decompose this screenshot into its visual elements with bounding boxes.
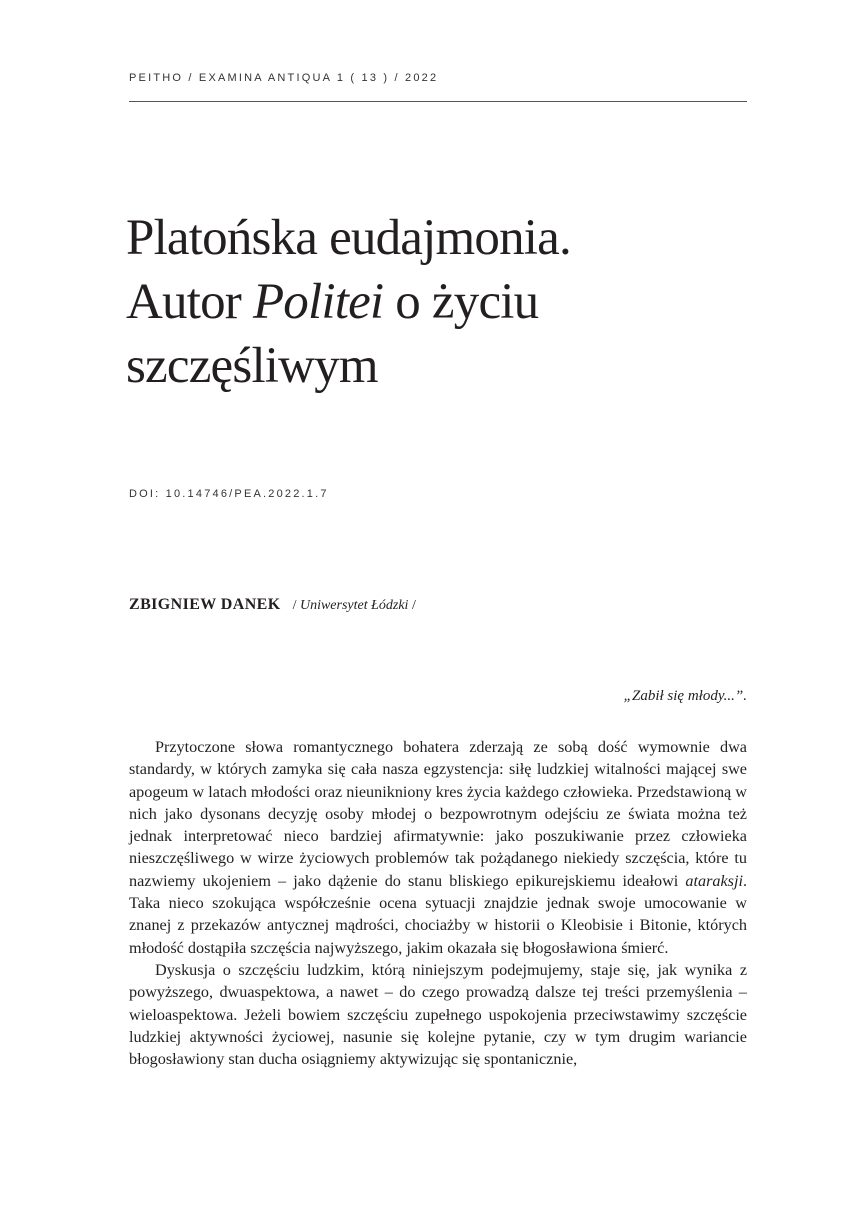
affiliation-name: Uniwersytet Łódzki (299, 598, 409, 613)
paragraph-1-italic: ataraksji (685, 871, 743, 890)
title-line-2-pre: Autor (126, 274, 253, 330)
title-line-2-italic: Politei (252, 274, 384, 330)
header-rule (129, 101, 747, 102)
running-head: PEITHO / EXAMINA ANTIQUA 1 ( 13 ) / 2022 (129, 72, 439, 84)
affiliation-open: / (292, 598, 300, 613)
article-title (126, 206, 766, 398)
title-line-3: szczęśliwym (126, 338, 378, 394)
author-affiliation (293, 598, 416, 613)
title-line-2 (126, 270, 766, 334)
body-text (129, 736, 747, 1070)
doi[interactable]: DOI: 10.14746/PEA.2022.1.7 (129, 488, 329, 500)
epigraph: „Zabił się młody...”. (623, 688, 747, 704)
author-name: ZBIGNIEW DANEK (129, 596, 281, 613)
paragraph-1-text-a: Przytoczone słowa romantycznego bohatera zderzają ze sobą dość wymownie dwa standardy, w których zamyka się cała nasza egzystencja: siłę ludzkiej witalności mającej swe apogeum w latach młodości oraz nieunikniony kres życia każdego człowieka. Przedstawioną w nich jako dysonans decyzję osoby młodej o bezpowrotnym odejściu ze świata można też jednak interpretować nieco bardziej afirmatywnie: jako poszukiwanie przez człowieka nieszczęśliwego w wirze życiowych problemów tak pożądanego niekiedy szczęścia, które tu nazwiemy ukojeniem – jako dążenie do stanu bliskiego epikurejskiemu ideałowi (129, 738, 747, 890)
title-line-2-post: o życiu (383, 274, 539, 330)
paragraph-1-text-b: . Taka nieco szokująca współcześnie ocena sytuacji znajdzie jednak swoje umocowanie w znanej z przekazów antycznej mądrości, chociażby w historii o Kleobisie i Bitonie, których młodość dostąpiła szczęścia najwyższego, jakim okazała się błogosławiona śmierć. (129, 871, 747, 957)
paragraph-2: Dyskusja o szczęściu ludzkim, którą niniejszym podejmujemy, staje się, jak wynika z powyższego, dwuaspektowa, a nawet – do czego prowadzą dalsze tej treści przemyślenia – wieloaspektowa. Jeżeli bowiem szczęściu zupełnego uspokojenia przeciwstawimy szczęście ludzkiej aktywności życiowej, nasunie się kolejne pytanie, czy w tym drugim wariancie błogosławiony stan ducha osiągniemy aktywizując się spontanicznie, (129, 960, 747, 1069)
title-line-1: Platońska eudajmonia. (126, 210, 571, 266)
author-line (129, 596, 416, 614)
affiliation-close: / (408, 598, 416, 613)
paragraph-1 (129, 736, 747, 959)
